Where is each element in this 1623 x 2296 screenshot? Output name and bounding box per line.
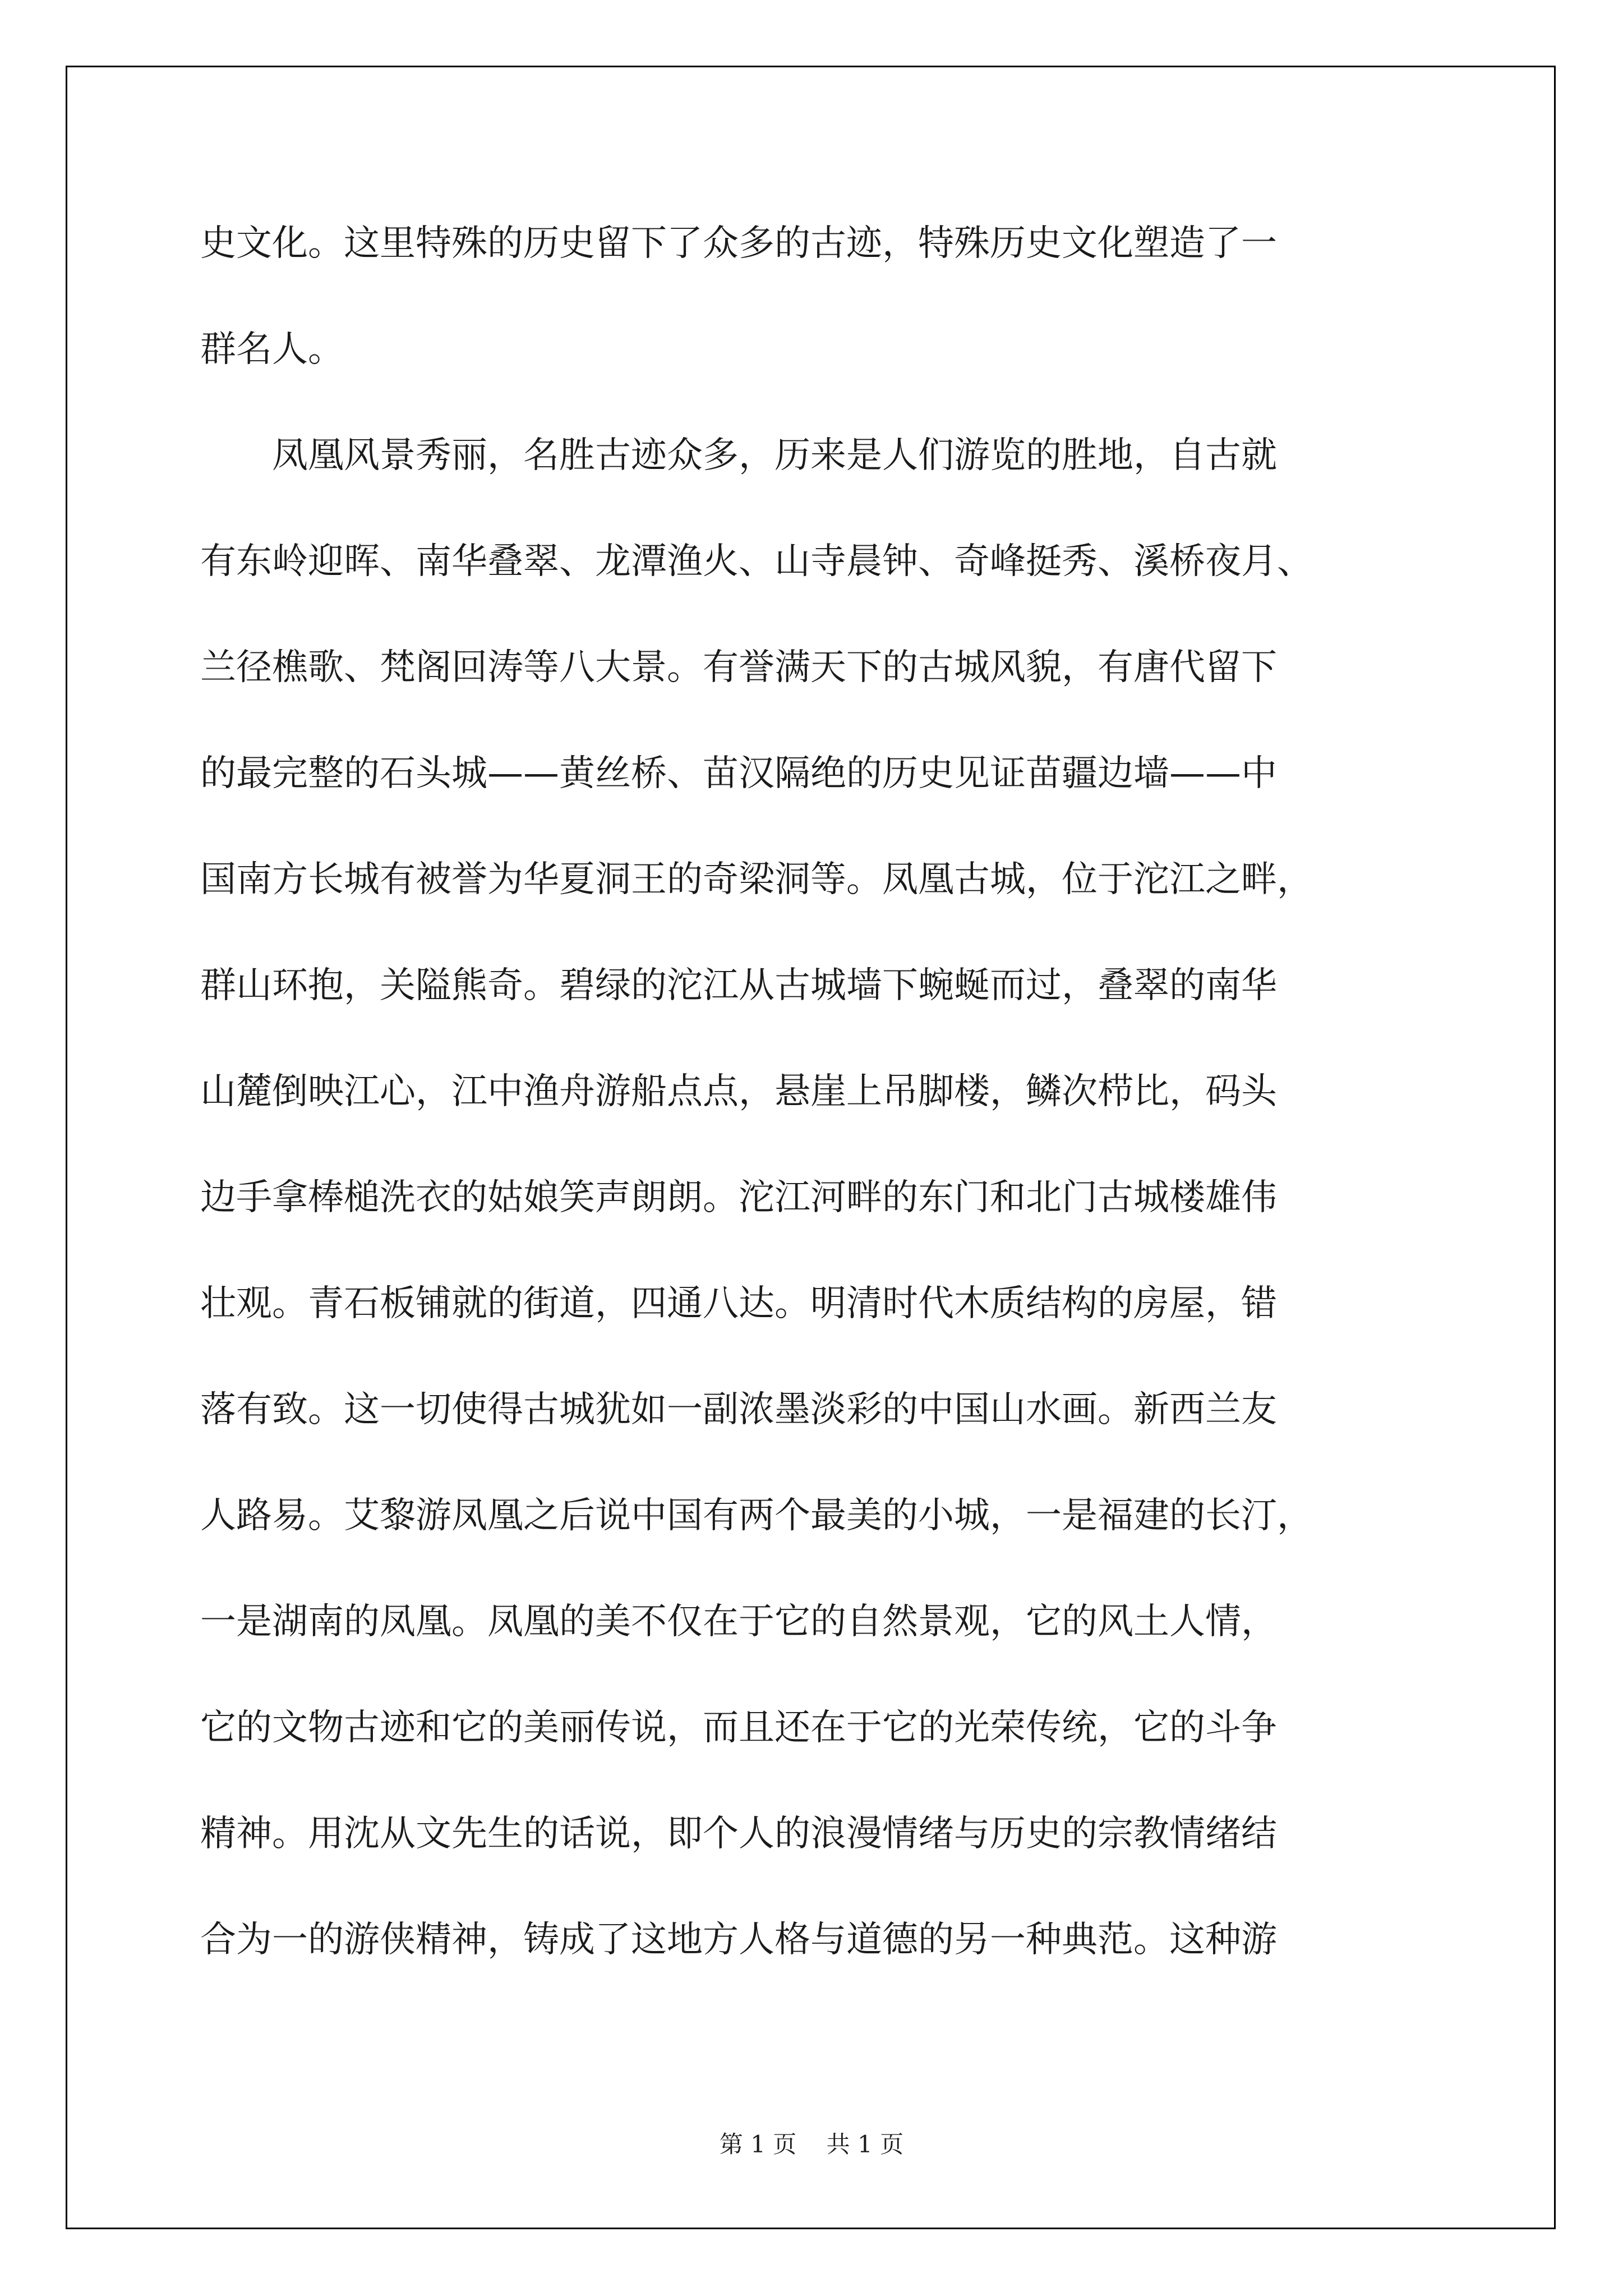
text-line: 落有致。这一切使得古城犹如一副浓墨淡彩的中国山水画。新西兰友 [200, 1389, 1277, 1430]
paragraph-1 [200, 191, 1428, 403]
page-footer [0, 2126, 1623, 2160]
text-line: 史文化。这里特殊的历史留下了众多的古迹，特殊历史文化塑造了一 [200, 223, 1277, 264]
text-line: 一是湖南的凤凰。凤凰的美不仅在于它的自然景观，它的风土人情， [200, 1601, 1277, 1642]
text-line: 人路易。艾黎游凤凰之后说中国有两个最美的小城，一是福建的长汀， [200, 1495, 1313, 1536]
text-line: 的最完整的石头城——黄丝桥、苗汉隔绝的历史见证苗疆边墙——中 [200, 753, 1277, 794]
text-line: 壮观。青石板铺就的街道，四通八达。明清时代木质结构的房屋，错 [200, 1283, 1277, 1324]
text-line: 它的文物古迹和它的美丽传说，而且还在于它的光荣传统，它的斗争 [200, 1707, 1277, 1749]
text-line: 群山环抱，关隘熊奇。碧绿的沱江从古城墙下蜿蜒而过，叠翠的南华 [200, 965, 1277, 1006]
paragraph-2 [200, 403, 1428, 1993]
document-body [200, 191, 1428, 1993]
text-line: 兰径樵歌、梵阁回涛等八大景。有誉满天下的古城风貌，有唐代留下 [200, 647, 1277, 688]
text-line: 群名人。 [200, 329, 344, 370]
text-line: 凤凰风景秀丽，名胜古迹众多，历来是人们游览的胜地，自古就 [272, 435, 1277, 476]
text-line: 合为一的游侠精神，铸成了这地方人格与道德的另一种典范。这种游 [200, 1919, 1277, 1961]
page-number: 第 1 页 [719, 2131, 797, 2158]
page-total: 共 1 页 [826, 2131, 904, 2158]
text-line: 有东岭迎晖、南华叠翠、龙潭渔火、山寺晨钟、奇峰挺秀、溪桥夜月、 [200, 541, 1313, 582]
text-line: 山麓倒映江心，江中渔舟游船点点，悬崖上吊脚楼，鳞次栉比，码头 [200, 1071, 1277, 1112]
text-line: 边手拿棒槌洗衣的姑娘笑声朗朗。沱江河畔的东门和北门古城楼雄伟 [200, 1177, 1277, 1218]
text-line: 精神。用沈从文先生的话说，即个人的浪漫情绪与历史的宗教情绪结 [200, 1813, 1277, 1855]
text-line: 国南方长城有被誉为华夏洞王的奇梁洞等。凤凰古城，位于沱江之畔， [200, 859, 1313, 900]
